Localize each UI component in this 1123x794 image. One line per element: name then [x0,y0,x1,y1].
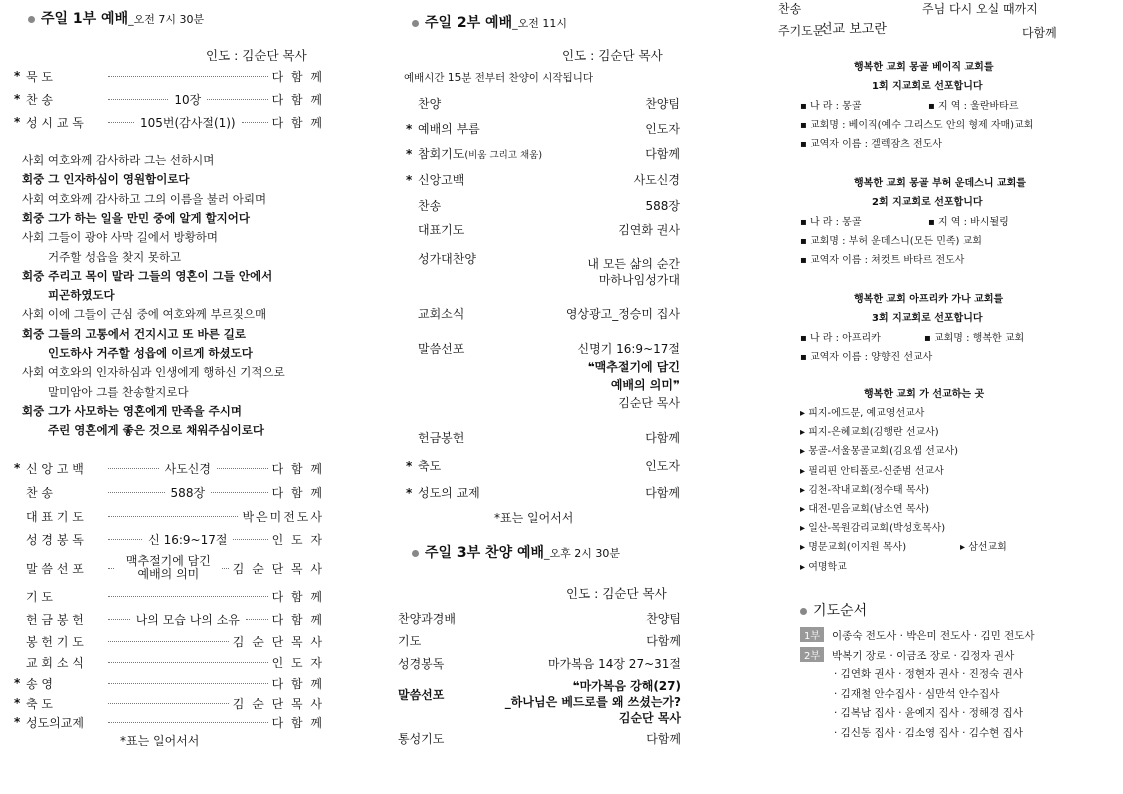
order-detail-line: ❝마가복음 강해(27) [572,679,681,693]
mission-report-title: 선교 보고란 [820,22,887,37]
supported-item: ▸ 몽골-서울몽골교회(김요셉 선교사) [800,446,959,458]
order-detail-line: 마하나임성가대 [598,273,680,287]
dot-leader [108,76,268,77]
order-row [14,631,324,651]
standing-note-2: *표는 일어서서 [494,511,574,525]
order-row [14,652,324,672]
reading-line: 사회 이에 그들이 근심 중에 여호와께 부르짖으매 [22,307,267,322]
order-label: 찬 송 [26,485,53,500]
order-detail: 사도신경 [164,461,211,476]
reading-line: 피곤하였도다 [48,288,115,303]
supported-heading: 행복한 교회 가 선교하는 곳 [864,389,985,400]
bullet-icon [412,20,419,27]
dot-leader [233,539,267,540]
order-item [406,171,464,188]
order-responsible: 영상광고_정승미 집사 [565,307,680,321]
reading-line: 주린 영혼에게 좋은 것으로 채워주심이로다 [48,423,264,438]
reading-line: 말미암아 그를 찬송할지로다 [48,384,189,399]
prayer-names: · 김재철 안수집사 · 심만석 안수집사 [834,687,1000,700]
order-responsible: 사도신경 [633,173,680,187]
order-detail-block [470,678,681,726]
order-detail-block [540,340,680,412]
dot-leader [108,468,159,469]
order-item [406,120,480,137]
star-mark: * [406,147,413,161]
service1-leader: 인도 : 김순단 목사 [206,48,307,63]
order-responsible: 다함께 [645,431,680,445]
order-responsible: 다 함 께 [271,461,324,476]
order-responsible: 찬양팀 [645,97,680,111]
star-mark: * [14,92,21,106]
order-label: 헌금봉헌 [418,431,465,445]
service2-title [412,12,567,32]
supported-item: ▸ 피지-은혜교회(김행란 선교사) [800,427,939,439]
order-row [14,673,324,693]
mission-item: ▪ 나 라 : 아프리카 [800,333,881,344]
order-item [406,145,542,162]
order-item [406,457,441,474]
order-responsible: 다함께 [645,147,680,161]
order-row [14,609,324,629]
order-row [14,506,324,526]
order-responsible: 다 함 께 [271,676,324,691]
order-row [14,458,324,478]
mission-item: ▪ 교회명 : 부허 운데스니(모든 민족) 교회 [800,236,982,247]
order-row [14,529,324,549]
star-mark: * [406,173,413,187]
mission-heading-sub: 2회 지교회로 선포합니다 [872,197,983,208]
dot-leader [207,99,267,100]
prayer-row [834,725,1023,740]
bullet-icon [800,608,807,615]
service3-leader: 인도 : 김순단 목사 [566,586,667,601]
mission-heading-sub: 3회 지교회로 선포합니다 [872,313,983,324]
dot-leader [108,683,268,684]
order-responsible: 다 함 께 [271,715,324,730]
order-label: 기도 [398,634,422,648]
dot-leader [246,619,268,620]
supported-item: ▸ 피지-에드문, 예교영선교사 [800,408,925,419]
order-detail: 나의 모습 나의 소유 [135,612,240,627]
mission-heading-sub: 1회 지교회로 선포합니다 [872,81,983,92]
order-responsible: 인도자 [645,122,680,136]
order-responsible: 마가복음 14장 27~31절 [547,657,681,671]
mission-item: ▪ 교역자 이름 : 쳐컷트 바타르 전도사 [800,255,965,266]
prayer-tag: 1부 [800,627,824,642]
order-label: 교회소식 [418,307,465,321]
order-row [14,89,324,109]
order-detail-line: 김순단 목사 [618,396,680,410]
order-detail-line: 신명기 16:9~17절 [577,342,680,356]
order-label: 성도의 교제 [418,486,480,500]
prayer-row [834,666,1023,681]
order-label: 신앙고백 [418,173,465,187]
prayer-names: · 김연화 권사 · 정현자 권사 · 진정숙 권사 [834,668,1023,680]
service2-leader: 인도 : 김순단 목사 [562,48,663,63]
mission-item: ▪ 교회명 : 행복한 교회 [924,333,1025,344]
order-item [406,197,441,214]
order-responsible: 다 함 께 [271,485,324,500]
service1-title-text: 주일 1부 예배 [41,11,129,27]
reading-line: 회중 그가 하는 일을 만민 중에 알게 할지어다 [22,210,250,225]
mission-item: ▪ 지 역 : 바시될링 [928,217,1009,228]
supported-item: ▸ 일산-목원감리교회(박성호목사) [800,523,946,535]
order-responsible: 김연화 권사 [618,223,680,237]
reading-line: 사회 여호와께 감사하라 그는 선하시며 [22,153,215,167]
order-detail-line: 김순단 목사 [618,711,681,725]
order-label: 축 도 [26,696,53,711]
reading-line: 회중 그 인자하심이 영원함이로다 [22,172,190,187]
prayer-row [834,705,1023,720]
order-responsible: 다 함 께 [271,115,325,130]
mission-item: ▪ 지 역 : 울란바타르 [928,101,1019,112]
order-label: 송 영 [26,676,53,691]
dot-leader [108,539,142,540]
order-label: 찬양과경배 [398,612,456,626]
mission-item: ▪ 교역자 이름 : 양향진 선교사 [800,352,933,363]
prayer-row [800,627,1035,643]
reading-line: 거주할 성읍을 찾지 못하고 [48,249,182,264]
mission-heading: 행복한 교회 몽골 베이직 교회를 [854,62,994,73]
order-label: 찬양 [418,97,442,111]
supported-item: ▸ 여명학교 [800,561,847,573]
dot-leader [108,703,229,704]
dot-leader [108,492,165,493]
reading-line: 회중 그들의 고통에서 건지시고 또 바른 길로 [22,326,246,341]
order-detail: 10장 [174,92,202,107]
service2-intro: 예배시간 15분 전부터 찬양이 시작됩니다 [404,72,593,84]
top-hymn-label: 찬송 [778,2,802,16]
star-mark: * [14,115,21,129]
supported-item: ▸ 김천-작내교회(정수태 목사) [800,484,930,496]
order-row [14,66,324,86]
prayer-names: · 김복남 집사 · 윤예지 집사 · 정해경 집사 [834,707,1023,719]
order-label: 성 경 봉 독 [26,532,84,547]
order-row [14,693,324,713]
prayer-names: · 김신동 집사 · 김소영 집사 · 김수현 집사 [834,726,1023,739]
dot-leader [108,641,229,642]
order-detail: 맥추절기에 담긴 예배의 의미 [125,554,211,581]
star-mark: * [14,69,21,83]
order-responsible: 다 함 께 [271,69,324,84]
order-responsible: 다함께 [646,634,681,648]
order-detail-line: ❝맥추절기에 담긴 [587,360,680,374]
order-label: 참회기도 [418,147,465,161]
order-row [14,112,324,132]
dot-leader [108,619,130,620]
order-label: 성 시 교 독 [26,115,84,130]
bullet-icon [412,550,419,557]
order-row [14,586,324,606]
dot-leader [217,468,268,469]
order-label: 대 표 기 도 [26,509,84,524]
star-mark: * [406,459,413,473]
reading-line: 사회 여호와께 감사하고 그의 이름을 불러 아뢰며 [22,191,267,206]
order-responsible: 김 순 단 목 사 [232,696,324,711]
order-detail: 105번(감사절(1)) [139,115,236,130]
reading-line: 사회 그들이 광야 사막 길에서 방황하며 [22,230,219,245]
order-item [406,95,441,112]
order-label: 묵 도 [26,69,53,84]
reading-line: 회중 그가 사모하는 영혼에게 만족을 주시며 [22,403,242,418]
service3-title-text: 주일 3부 찬양 예배 [425,545,545,561]
order-label: 성가대찬양 [418,252,476,266]
order-label: 교 회 소 식 [26,655,84,670]
dot-leader [108,122,134,123]
order-responsible: 다함께 [645,486,680,500]
dot-leader [108,662,268,663]
order-responsible: 인 도 자 [271,655,324,670]
supported-item: ▸ 대전-믿음교회(남소연 목사) [800,504,930,515]
order-responsible: 다 함 께 [271,589,324,604]
order-responsible: 588장 [645,199,680,213]
order-label: 찬 송 [26,92,53,107]
prayer-row [834,686,999,701]
mission-item: ▪ 나 라 : 몽골 [800,101,862,112]
order-responsible: 찬양팀 [646,612,681,626]
order-label: 찬송 [418,199,442,213]
order-label: 통성기도 [398,732,445,746]
lords-prayer-right: 다함께 [1022,26,1057,40]
mission-item: ▪ 나 라 : 몽골 [800,217,862,228]
order-item [406,429,464,446]
mission-heading: 행복한 교회 아프리카 가나 교회를 [854,294,1004,305]
order-label: 대표기도 [418,223,465,237]
service2-time: _오전 11시 [512,17,567,30]
order-label: 말 씀 선 포 [26,561,84,576]
order-detail-line: 예배의 의미❞ [610,378,680,392]
mission-item: ▪ 교회명 : 베이직(예수 그리스도 안의 형제 자매)교회 [800,120,1034,131]
star-mark: * [14,696,21,710]
order-label: 기 도 [26,589,53,604]
order-row [14,554,324,581]
order-responsible: 박은미전도사 [242,509,324,524]
order-responsible: 인 도 자 [271,532,324,547]
order-detail-line: _하나님은 베드로를 왜 쓰셨는가? [504,695,681,709]
dot-leader [108,722,268,723]
star-mark: * [406,486,413,500]
dot-leader [222,568,228,569]
service3-title [412,542,620,562]
prayer-names: 박복기 장로 · 이금조 장로 · 김정자 권사 [832,649,1015,662]
prayer-title [800,600,867,620]
star-mark: * [14,676,21,690]
order-label: 신 앙 고 백 [26,461,84,476]
order-label: 성경봉독 [398,657,445,671]
order-detail-line: 내 모든 삶의 순간 [587,257,680,271]
order-label: 축도 [418,459,442,473]
dot-leader [211,492,268,493]
supported-item: ▸ 명문교회(이지원 목사) [800,542,907,554]
bullet-icon [28,16,35,23]
lords-prayer-label: 주기도문 [778,24,825,38]
mission-heading: 행복한 교회 몽골 부허 운데스니 교회를 [854,178,1026,189]
order-label: 말씀선포 [398,688,445,702]
star-mark: * [14,715,21,729]
star-mark: * [14,461,21,475]
top-hymn-title: 주님 다시 오실 때까지 [922,2,1038,16]
dot-leader [108,596,268,597]
reading-line: 회중 주리고 목이 말라 그들의 영혼이 그들 안에서 [22,268,273,283]
order-label: 말씀선포 [418,342,465,356]
service2-title-text: 주일 2부 예배 [425,15,513,31]
prayer-row [800,647,1014,663]
order-detail: 신 16:9~17절 [148,532,228,547]
order-row [14,482,324,502]
order-detail-block [540,256,680,288]
reading-line: 인도하사 거주할 성읍에 이르게 하셨도다 [48,346,253,360]
supported-item: ▸ 필리핀 안티폴로-신준범 선교사 [800,465,944,477]
order-detail: 588장 [170,485,206,500]
order-row [14,712,324,732]
prayer-tag: 2부 [800,647,824,662]
order-responsible: 인도자 [645,459,680,473]
standing-note: *표는 일어서서 [120,734,200,748]
order-responsible: 김 순 단 목 사 [232,634,324,649]
service1-title [28,8,204,28]
service3-time: _오후 2시 30분 [544,547,621,560]
order-responsible: 다함께 [646,732,681,746]
order-label: 헌 금 봉 헌 [26,612,84,627]
dot-leader [108,568,114,569]
service1-time: _오전 7시 30분 [128,13,205,26]
prayer-title-text: 기도순서 [813,603,868,619]
prayer-names: 이종숙 전도사 · 박은미 전도사 · 김민 전도사 [832,630,1035,642]
order-item [406,221,464,238]
supported-item: ▸ 삼선교회 [960,542,1007,554]
order-responsible: 다 함 께 [271,92,324,107]
order-label: 봉 헌 기 도 [26,634,84,649]
order-label: 성도의교제 [26,715,84,730]
order-item [406,484,480,501]
order-responsible: 김 순 단 목 사 [232,561,324,576]
order-item [406,340,464,357]
dot-leader [108,516,238,517]
order-responsible: 다 함 께 [271,612,324,627]
dot-leader [242,122,268,123]
mission-item: ▪ 교역자 이름 : 겔렉잠츠 전도사 [800,139,942,150]
reading-line: 사회 여호와의 인자하심과 인생에게 행하신 기적으로 [22,365,285,380]
order-label: 예배의 부름 [418,122,480,136]
order-item [406,250,476,267]
order-item [406,305,464,322]
order-label-note: (비움 그리고 채움) [464,150,543,161]
dot-leader [108,99,168,100]
star-mark: * [406,122,413,136]
